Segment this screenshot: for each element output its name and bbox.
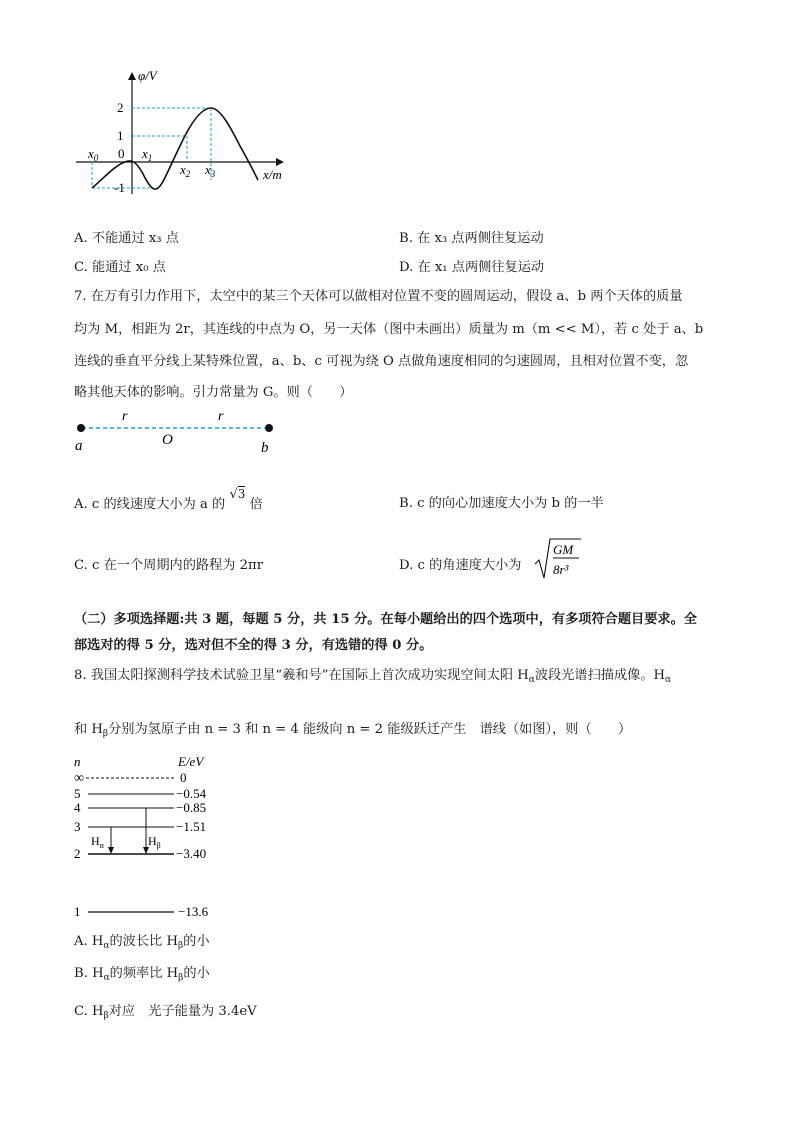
x-axis-arrow bbox=[276, 158, 284, 166]
point-a bbox=[77, 424, 85, 432]
fraction-numerator: GM bbox=[553, 542, 574, 557]
q7-line-4: 略其他天体的影响。引力常量为 G。则（ ） bbox=[74, 385, 353, 400]
level-e-inf: 0 bbox=[180, 770, 187, 785]
energy-level-diagram bbox=[70, 754, 240, 924]
level-e-5: −0.54 bbox=[176, 786, 207, 801]
h-alpha-label: $H_\alpha$ bbox=[91, 834, 104, 850]
x0-label: $x_0$ bbox=[88, 146, 99, 163]
level-n-inf: ∞ bbox=[74, 771, 84, 786]
r-label-left: r bbox=[122, 409, 128, 424]
q8-option-c: C. $H_\beta$对应 光子能量为 3.4eV bbox=[74, 1004, 257, 1021]
x3-label: $x_3$ bbox=[205, 162, 216, 179]
sqrt-gm-8r3 bbox=[533, 536, 583, 582]
section2-line-1: （二）多项选择题:共 3 题，每题 5 分，共 15 分。在每小题给出的四个选项中，有多项符合题目要求。全 bbox=[74, 612, 697, 627]
section2-line-2: 部选对的得 5 分，选对但不全的得 3 分，有选错的得 0 分。 bbox=[74, 638, 433, 653]
q6-option-c: C. 能通过 x₀ 点 bbox=[74, 260, 166, 275]
level-e-3: −1.51 bbox=[176, 819, 207, 834]
q8-option-a: A. $H_\alpha$的波长比 $H_\beta$的小 bbox=[74, 934, 210, 951]
level-n-3: 3 bbox=[74, 819, 81, 834]
a-label: a bbox=[75, 438, 83, 454]
sqrt3: √3 bbox=[229, 487, 246, 502]
x1-label: $x_1$ bbox=[142, 146, 153, 163]
e-label: E/eV bbox=[178, 754, 204, 769]
q7-line-1: 7. 在万有引力作用下，太空中的某三个天体可以做相对位置不变的圆周运动，假设 a、b 两个天体的质量 bbox=[74, 289, 683, 304]
h-beta-label: $H_\beta$ bbox=[148, 834, 161, 850]
level-n-2: 2 bbox=[74, 846, 81, 861]
potential-curve bbox=[92, 108, 258, 189]
q7-option-d bbox=[399, 556, 521, 576]
q7-option-a bbox=[74, 487, 263, 515]
q6-option-a: A. 不能通过 x₃ 点 bbox=[74, 231, 179, 246]
b-label: b bbox=[261, 440, 269, 456]
q6-option-b: B. 在 x₃ 点两侧往复运动 bbox=[399, 231, 544, 246]
r-label-right: r bbox=[218, 409, 224, 424]
potential-graph bbox=[70, 62, 300, 202]
level-e-2: −3.40 bbox=[176, 846, 207, 861]
q7-line-2: 均为 M，相距为 2r，其连线的中点为 O，另一天体（图中未画出）质量为 m（m << M），若 c 处于 a、b bbox=[74, 322, 704, 337]
q7-option-b: B. c 的向心加速度大小为 b 的一半 bbox=[399, 496, 604, 511]
O-label: O bbox=[162, 432, 173, 448]
level-e-4: −0.85 bbox=[176, 800, 207, 815]
q7-figure bbox=[70, 406, 290, 458]
y-axis-arrow bbox=[128, 72, 136, 80]
tick-1: 1 bbox=[117, 128, 124, 143]
level-n-1: 1 bbox=[74, 904, 81, 919]
point-b bbox=[265, 424, 273, 432]
origin-label: 0 bbox=[118, 146, 125, 161]
q6-option-d: D. 在 x₁ 点两侧往复运动 bbox=[399, 260, 545, 275]
y-axis-label: φ/V bbox=[138, 68, 157, 83]
x2-label: $x_2$ bbox=[180, 162, 191, 179]
q7-option-a-suffix: 倍 bbox=[249, 497, 263, 512]
n-label: n bbox=[74, 754, 81, 769]
q7-option-c: C. c 在一个周期内的路程为 2πr bbox=[74, 558, 264, 573]
q7-option-a-text: A. c 的线速度大小为 a 的 bbox=[74, 497, 226, 512]
q7-option-d-text: D. c 的角速度大小为 bbox=[399, 558, 522, 573]
tick-neg1: -1 bbox=[114, 180, 125, 195]
q8-option-b: B. $H_\alpha$的频率比 $H_\beta$的小 bbox=[74, 966, 210, 983]
level-e-1: −13.6 bbox=[178, 904, 209, 919]
fraction-denominator: 8r³ bbox=[553, 562, 569, 577]
guide-lines bbox=[92, 108, 211, 188]
q8-line-2: 和 $H_\beta$分别为氢原子由 n = 3 和 n = 4 能级向 n = 2 能级跃迁产生 谱线（如图），则（ ） bbox=[74, 722, 632, 739]
q8-line-1: 8. 我国太阳探测科学技术试验卫星“羲和号”在国际上首次成功实现空间太阳 $H_\alpha$波段光谱扫描成像。$H_\alpha$ bbox=[74, 668, 672, 685]
level-n-5: 5 bbox=[74, 786, 81, 801]
level-n-4: 4 bbox=[74, 800, 81, 815]
tick-2: 2 bbox=[117, 100, 124, 115]
q7-line-3: 连线的垂直平分线上某特殊位置，a、b、c 可视为绕 O 点做角速度相同的匀速圆周，且相对位置不变，忽 bbox=[74, 354, 689, 369]
x-axis-label: x/m bbox=[263, 167, 282, 182]
